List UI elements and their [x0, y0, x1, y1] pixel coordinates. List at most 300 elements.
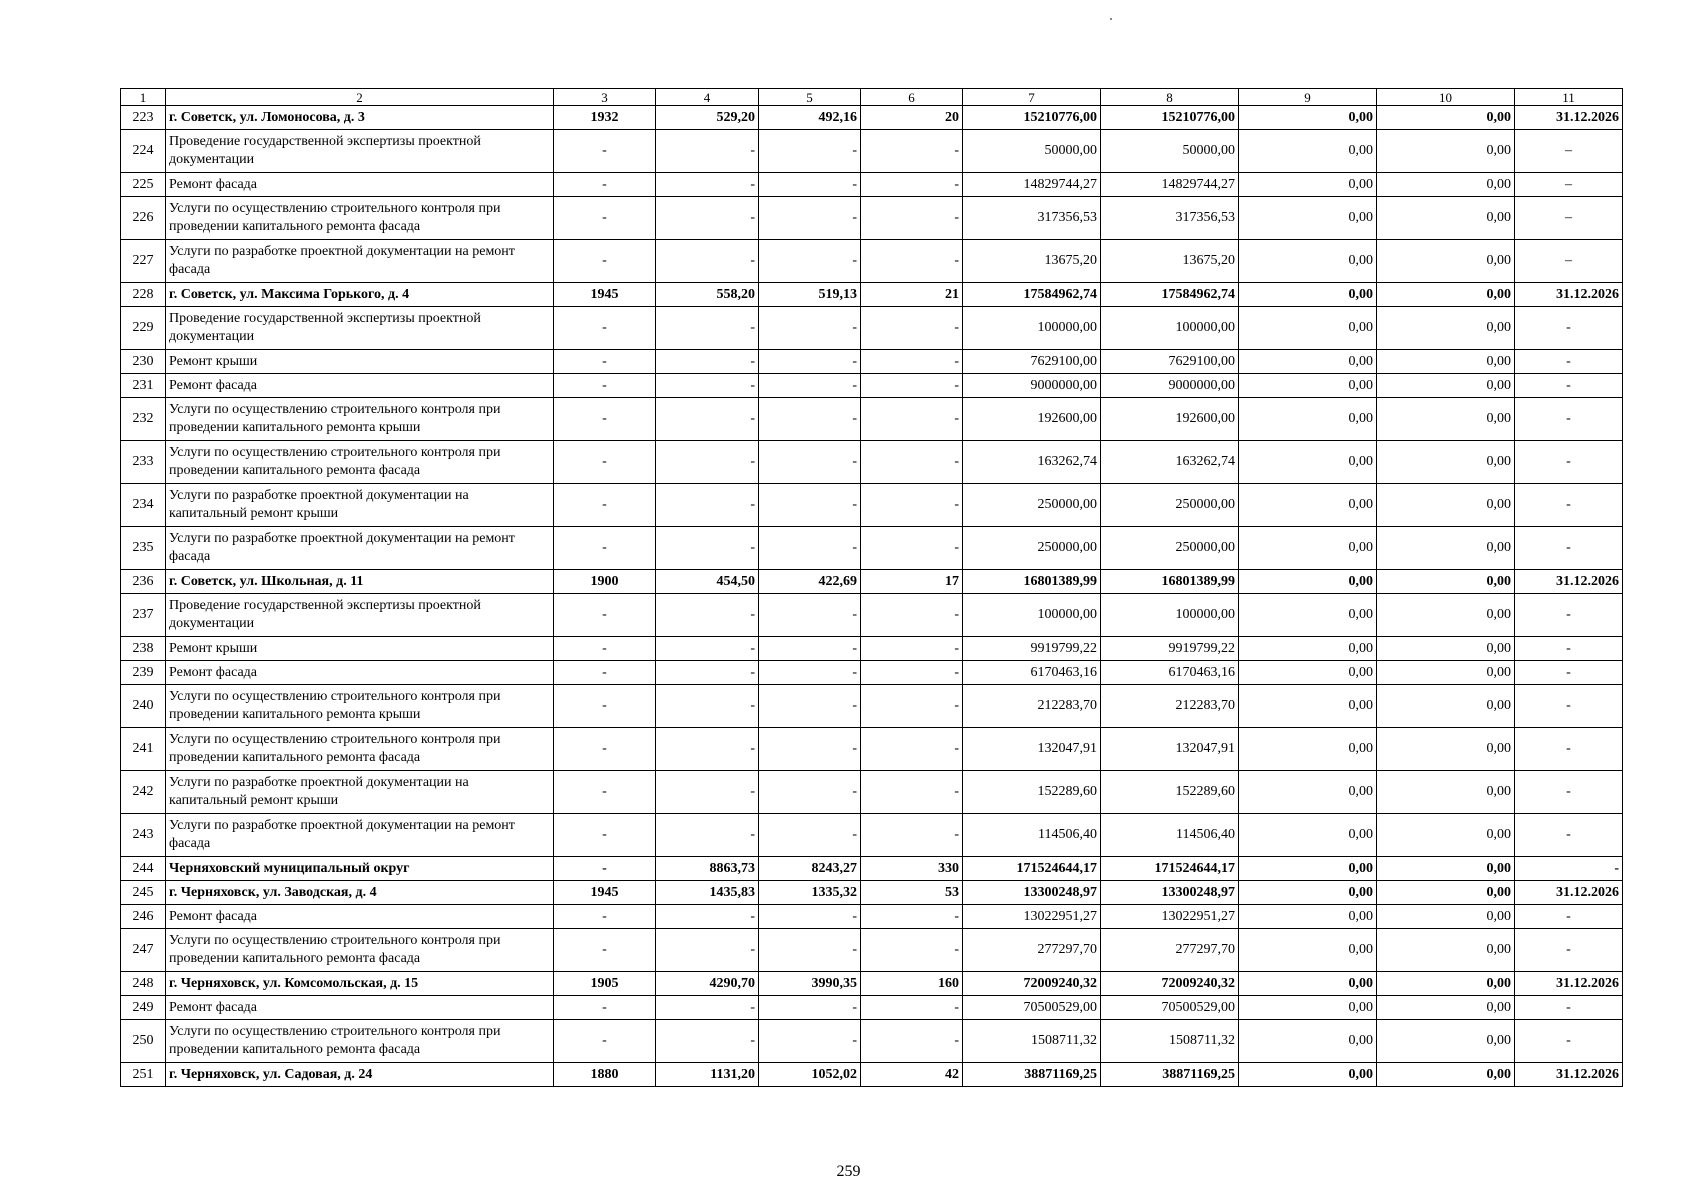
cell-c3: -	[554, 996, 656, 1020]
cell-c9: 0,00	[1239, 350, 1377, 374]
cell-c11: 31.12.2026	[1515, 106, 1623, 130]
cell-c6: -	[861, 905, 963, 929]
cell-c4: -	[656, 173, 759, 197]
cell-c11: 31.12.2026	[1515, 570, 1623, 594]
cell-c7: 250000,00	[963, 484, 1101, 527]
cell-c10: 0,00	[1377, 283, 1515, 307]
cell-c8: 7629100,00	[1101, 350, 1239, 374]
table-row	[121, 106, 1623, 130]
cell-c4: 1131,20	[656, 1063, 759, 1087]
cell-c6: 53	[861, 881, 963, 905]
cell-c9: 0,00	[1239, 594, 1377, 637]
cell-c4: -	[656, 771, 759, 814]
table-row	[121, 661, 1623, 685]
cell-c9: 0,00	[1239, 996, 1377, 1020]
cell-c10: 0,00	[1377, 929, 1515, 972]
cell-c11: 31.12.2026	[1515, 1063, 1623, 1087]
cell-c10: 0,00	[1377, 173, 1515, 197]
cell-n: 225	[121, 173, 166, 197]
cell-c10: 0,00	[1377, 881, 1515, 905]
cell-name: Черняховский муниципальный округ	[166, 857, 554, 881]
cell-c10: 0,00	[1377, 771, 1515, 814]
cell-c8: 38871169,25	[1101, 1063, 1239, 1087]
table-row	[121, 929, 1623, 972]
cell-name: Услуги по осуществлению строительного контроля при проведении капитального ремонта крыши	[166, 685, 554, 728]
table-row	[121, 685, 1623, 728]
cell-c10: 0,00	[1377, 594, 1515, 637]
table-row	[121, 374, 1623, 398]
cell-c4: 1435,83	[656, 881, 759, 905]
cell-c11: -	[1515, 685, 1623, 728]
cell-c7: 15210776,00	[963, 106, 1101, 130]
cell-c10: 0,00	[1377, 307, 1515, 350]
cell-n: 228	[121, 283, 166, 307]
cell-c5: -	[759, 685, 861, 728]
cell-c5: -	[759, 173, 861, 197]
cell-c10: 0,00	[1377, 996, 1515, 1020]
cell-c6: -	[861, 130, 963, 173]
cell-c10: 0,00	[1377, 1020, 1515, 1063]
cell-c5: -	[759, 240, 861, 283]
cell-c10: 0,00	[1377, 240, 1515, 283]
cell-c3: -	[554, 594, 656, 637]
cell-n: 229	[121, 307, 166, 350]
cell-c7: 7629100,00	[963, 350, 1101, 374]
cell-c5: -	[759, 996, 861, 1020]
cell-c4: -	[656, 905, 759, 929]
cell-c7: 114506,40	[963, 814, 1101, 857]
cell-c5: -	[759, 814, 861, 857]
column-header: 2	[166, 89, 554, 106]
cell-n: 248	[121, 972, 166, 996]
cell-c6: -	[861, 1020, 963, 1063]
table-row	[121, 570, 1623, 594]
cell-c4: -	[656, 661, 759, 685]
cell-c11: -	[1515, 814, 1623, 857]
cell-c4: 529,20	[656, 106, 759, 130]
cell-c5: -	[759, 130, 861, 173]
cell-name: Услуги по осуществлению строительного контроля при проведении капитального ремонта фасада	[166, 441, 554, 484]
cell-c9: 0,00	[1239, 814, 1377, 857]
cell-c11: -	[1515, 374, 1623, 398]
cell-c7: 14829744,27	[963, 173, 1101, 197]
cell-c6: -	[861, 484, 963, 527]
table-row	[121, 350, 1623, 374]
cell-c9: 0,00	[1239, 173, 1377, 197]
cell-c3: 1905	[554, 972, 656, 996]
cell-n: 236	[121, 570, 166, 594]
cell-c11: 31.12.2026	[1515, 881, 1623, 905]
table-row	[121, 905, 1623, 929]
cell-c10: 0,00	[1377, 441, 1515, 484]
table-row	[121, 173, 1623, 197]
cell-c9: 0,00	[1239, 283, 1377, 307]
cell-c3: -	[554, 685, 656, 728]
cell-c10: 0,00	[1377, 106, 1515, 130]
cell-c5: -	[759, 484, 861, 527]
cell-c11: -	[1515, 527, 1623, 570]
cell-c4: -	[656, 374, 759, 398]
scan-speck	[1110, 18, 1112, 20]
table-row	[121, 881, 1623, 905]
cell-c8: 14829744,27	[1101, 173, 1239, 197]
cell-c7: 13022951,27	[963, 905, 1101, 929]
cell-c11: –	[1515, 130, 1623, 173]
cell-name: Ремонт фасада	[166, 905, 554, 929]
cell-c11: –	[1515, 240, 1623, 283]
cell-c5: -	[759, 398, 861, 441]
column-header: 3	[554, 89, 656, 106]
cell-c7: 13300248,97	[963, 881, 1101, 905]
cell-c11: -	[1515, 857, 1623, 881]
cell-c4: -	[656, 594, 759, 637]
cell-n: 234	[121, 484, 166, 527]
cell-c8: 15210776,00	[1101, 106, 1239, 130]
cell-n: 247	[121, 929, 166, 972]
cell-c3: -	[554, 350, 656, 374]
cell-c5: -	[759, 527, 861, 570]
cell-c10: 0,00	[1377, 398, 1515, 441]
cell-name: Услуги по разработке проектной документации на капитальный ремонт крыши	[166, 484, 554, 527]
cell-c5: -	[759, 307, 861, 350]
cell-c8: 163262,74	[1101, 441, 1239, 484]
cell-c6: 17	[861, 570, 963, 594]
cell-c3: -	[554, 728, 656, 771]
column-number-row	[121, 89, 1623, 106]
cell-c11: -	[1515, 905, 1623, 929]
cell-c3: -	[554, 398, 656, 441]
cell-c7: 132047,91	[963, 728, 1101, 771]
cell-c5: 1335,32	[759, 881, 861, 905]
cell-c11: -	[1515, 307, 1623, 350]
cell-c6: 21	[861, 283, 963, 307]
table-row	[121, 484, 1623, 527]
cell-c11: -	[1515, 398, 1623, 441]
cell-name: Услуги по осуществлению строительного контроля при проведении капитального ремонта фасада	[166, 929, 554, 972]
table-body	[121, 106, 1623, 1087]
cell-c5: -	[759, 771, 861, 814]
cell-c6: -	[861, 661, 963, 685]
cell-c11: 31.12.2026	[1515, 972, 1623, 996]
cell-n: 223	[121, 106, 166, 130]
cell-c3: -	[554, 905, 656, 929]
column-header: 5	[759, 89, 861, 106]
table-row	[121, 1063, 1623, 1087]
cell-c4: 558,20	[656, 283, 759, 307]
cell-c5: -	[759, 197, 861, 240]
cell-c3: -	[554, 637, 656, 661]
cell-c8: 16801389,99	[1101, 570, 1239, 594]
cell-n: 246	[121, 905, 166, 929]
cell-c6: -	[861, 594, 963, 637]
column-header: 11	[1515, 89, 1623, 106]
cell-c3: -	[554, 857, 656, 881]
cell-n: 249	[121, 996, 166, 1020]
cell-name: г. Советск, ул. Школьная, д. 11	[166, 570, 554, 594]
cell-c10: 0,00	[1377, 1063, 1515, 1087]
cell-c4: 4290,70	[656, 972, 759, 996]
table-row	[121, 307, 1623, 350]
cell-c8: 212283,70	[1101, 685, 1239, 728]
column-header: 8	[1101, 89, 1239, 106]
cell-c4: -	[656, 527, 759, 570]
cell-c5: -	[759, 594, 861, 637]
table-row	[121, 441, 1623, 484]
cell-c11: -	[1515, 771, 1623, 814]
table-row	[121, 771, 1623, 814]
cell-c10: 0,00	[1377, 814, 1515, 857]
cell-c4: -	[656, 130, 759, 173]
cell-c5: -	[759, 350, 861, 374]
cell-c4: -	[656, 637, 759, 661]
cell-c3: 1900	[554, 570, 656, 594]
cell-n: 238	[121, 637, 166, 661]
cell-c10: 0,00	[1377, 637, 1515, 661]
cell-c8: 100000,00	[1101, 594, 1239, 637]
cell-c9: 0,00	[1239, 685, 1377, 728]
cell-n: 243	[121, 814, 166, 857]
cell-c8: 13022951,27	[1101, 905, 1239, 929]
cell-c8: 250000,00	[1101, 527, 1239, 570]
cell-c9: 0,00	[1239, 972, 1377, 996]
cell-n: 250	[121, 1020, 166, 1063]
cell-c11: -	[1515, 637, 1623, 661]
cell-c7: 277297,70	[963, 929, 1101, 972]
cell-c6: -	[861, 637, 963, 661]
cell-name: Проведение государственной экспертизы проектной документации	[166, 594, 554, 637]
cell-c3: -	[554, 374, 656, 398]
cell-c5: -	[759, 637, 861, 661]
cell-c9: 0,00	[1239, 570, 1377, 594]
cell-c4: 454,50	[656, 570, 759, 594]
cell-c4: -	[656, 398, 759, 441]
cell-c4: -	[656, 307, 759, 350]
cell-c4: -	[656, 484, 759, 527]
cell-c8: 13675,20	[1101, 240, 1239, 283]
page-number: 259	[836, 1163, 861, 1180]
cell-name: Услуги по разработке проектной документации на ремонт фасада	[166, 527, 554, 570]
cell-n: 235	[121, 527, 166, 570]
cell-c9: 0,00	[1239, 881, 1377, 905]
cell-c6: -	[861, 728, 963, 771]
cell-c9: 0,00	[1239, 728, 1377, 771]
cell-c5: -	[759, 441, 861, 484]
cell-c8: 1508711,32	[1101, 1020, 1239, 1063]
column-header: 1	[121, 89, 166, 106]
cell-n: 231	[121, 374, 166, 398]
cell-c11: -	[1515, 350, 1623, 374]
cell-c7: 100000,00	[963, 594, 1101, 637]
table-row	[121, 637, 1623, 661]
cell-c8: 171524644,17	[1101, 857, 1239, 881]
cell-c5: -	[759, 728, 861, 771]
cell-c4: -	[656, 350, 759, 374]
column-header: 6	[861, 89, 963, 106]
cell-c10: 0,00	[1377, 728, 1515, 771]
cell-c3: -	[554, 130, 656, 173]
cell-c10: 0,00	[1377, 130, 1515, 173]
cell-c5: 422,69	[759, 570, 861, 594]
cell-c3: -	[554, 814, 656, 857]
cell-n: 233	[121, 441, 166, 484]
cell-c6: -	[861, 441, 963, 484]
cell-c10: 0,00	[1377, 685, 1515, 728]
table-row	[121, 130, 1623, 173]
cell-c7: 6170463,16	[963, 661, 1101, 685]
cell-c7: 9000000,00	[963, 374, 1101, 398]
cell-c7: 212283,70	[963, 685, 1101, 728]
cell-n: 226	[121, 197, 166, 240]
table-row	[121, 527, 1623, 570]
cell-name: Услуги по разработке проектной документации на капитальный ремонт крыши	[166, 771, 554, 814]
cell-c9: 0,00	[1239, 484, 1377, 527]
cell-c4: -	[656, 197, 759, 240]
column-header: 9	[1239, 89, 1377, 106]
cell-c8: 192600,00	[1101, 398, 1239, 441]
cell-c9: 0,00	[1239, 240, 1377, 283]
cell-name: Ремонт фасада	[166, 996, 554, 1020]
table-row	[121, 197, 1623, 240]
cell-c6: -	[861, 685, 963, 728]
cell-c10: 0,00	[1377, 484, 1515, 527]
cell-c8: 9000000,00	[1101, 374, 1239, 398]
cell-c8: 132047,91	[1101, 728, 1239, 771]
table-row	[121, 996, 1623, 1020]
table-row	[121, 283, 1623, 307]
table-row	[121, 1020, 1623, 1063]
cell-n: 242	[121, 771, 166, 814]
cell-c7: 70500529,00	[963, 996, 1101, 1020]
cell-n: 227	[121, 240, 166, 283]
cell-c9: 0,00	[1239, 398, 1377, 441]
cell-name: Услуги по осуществлению строительного контроля при проведении капитального ремонта фасада	[166, 728, 554, 771]
cell-name: Ремонт фасада	[166, 661, 554, 685]
cell-c3: 1945	[554, 881, 656, 905]
cell-c11: –	[1515, 197, 1623, 240]
cell-c11: -	[1515, 1020, 1623, 1063]
cell-c11: -	[1515, 441, 1623, 484]
cell-c11: –	[1515, 173, 1623, 197]
cell-c3: -	[554, 240, 656, 283]
cell-c10: 0,00	[1377, 374, 1515, 398]
cell-c10: 0,00	[1377, 570, 1515, 594]
cell-c8: 17584962,74	[1101, 283, 1239, 307]
cell-c6: -	[861, 929, 963, 972]
cell-name: г. Советск, ул. Ломоносова, д. 3	[166, 106, 554, 130]
cell-c9: 0,00	[1239, 771, 1377, 814]
cell-n: 245	[121, 881, 166, 905]
cell-c10: 0,00	[1377, 661, 1515, 685]
cell-c9: 0,00	[1239, 197, 1377, 240]
cell-c5: 519,13	[759, 283, 861, 307]
cell-c9: 0,00	[1239, 527, 1377, 570]
cell-name: Услуги по осуществлению строительного контроля при проведении капитального ремонта крыши	[166, 398, 554, 441]
cell-c5: -	[759, 929, 861, 972]
cell-c9: 0,00	[1239, 637, 1377, 661]
cell-c7: 9919799,22	[963, 637, 1101, 661]
cell-c5: 3990,35	[759, 972, 861, 996]
cell-c11: -	[1515, 929, 1623, 972]
table-row	[121, 398, 1623, 441]
cell-c7: 72009240,32	[963, 972, 1101, 996]
cell-c10: 0,00	[1377, 857, 1515, 881]
cell-c8: 114506,40	[1101, 814, 1239, 857]
cell-c6: -	[861, 771, 963, 814]
column-header: 10	[1377, 89, 1515, 106]
cell-c9: 0,00	[1239, 1020, 1377, 1063]
cell-n: 240	[121, 685, 166, 728]
cell-c9: 0,00	[1239, 130, 1377, 173]
cell-c4: -	[656, 441, 759, 484]
column-header: 7	[963, 89, 1101, 106]
cell-n: 230	[121, 350, 166, 374]
cell-c4: -	[656, 1020, 759, 1063]
cell-c3: -	[554, 661, 656, 685]
cell-c10: 0,00	[1377, 972, 1515, 996]
cell-c5: -	[759, 905, 861, 929]
cell-c9: 0,00	[1239, 441, 1377, 484]
cell-c6: 330	[861, 857, 963, 881]
cell-name: Проведение государственной экспертизы проектной документации	[166, 130, 554, 173]
cell-c8: 317356,53	[1101, 197, 1239, 240]
cell-c6: -	[861, 527, 963, 570]
cell-c4: -	[656, 929, 759, 972]
cell-c3: -	[554, 771, 656, 814]
cell-name: Ремонт крыши	[166, 350, 554, 374]
cell-name: Проведение государственной экспертизы проектной документации	[166, 307, 554, 350]
cell-c3: 1945	[554, 283, 656, 307]
cell-c5: 1052,02	[759, 1063, 861, 1087]
cell-name: Ремонт фасада	[166, 173, 554, 197]
cell-c10: 0,00	[1377, 527, 1515, 570]
cell-n: 237	[121, 594, 166, 637]
cell-c8: 152289,60	[1101, 771, 1239, 814]
cell-c8: 100000,00	[1101, 307, 1239, 350]
cell-c8: 250000,00	[1101, 484, 1239, 527]
cell-c9: 0,00	[1239, 106, 1377, 130]
table-row	[121, 594, 1623, 637]
cell-c3: -	[554, 441, 656, 484]
cell-c6: -	[861, 374, 963, 398]
cell-c5: 8243,27	[759, 857, 861, 881]
cell-c7: 250000,00	[963, 527, 1101, 570]
cell-c10: 0,00	[1377, 197, 1515, 240]
table-row	[121, 240, 1623, 283]
cell-c3: -	[554, 307, 656, 350]
cell-c7: 38871169,25	[963, 1063, 1101, 1087]
cell-c4: -	[656, 996, 759, 1020]
cell-c3: -	[554, 197, 656, 240]
cell-c11: -	[1515, 594, 1623, 637]
cell-name: г. Черняховск, ул. Комсомольская, д. 15	[166, 972, 554, 996]
column-header: 4	[656, 89, 759, 106]
cell-c7: 50000,00	[963, 130, 1101, 173]
cell-c7: 13675,20	[963, 240, 1101, 283]
cell-c8: 277297,70	[1101, 929, 1239, 972]
cell-c9: 0,00	[1239, 905, 1377, 929]
cell-c9: 0,00	[1239, 374, 1377, 398]
cell-c6: -	[861, 173, 963, 197]
cell-c11: -	[1515, 484, 1623, 527]
cell-c6: 160	[861, 972, 963, 996]
cell-c11: -	[1515, 728, 1623, 771]
cell-c7: 16801389,99	[963, 570, 1101, 594]
cell-c10: 0,00	[1377, 905, 1515, 929]
cell-c11: -	[1515, 996, 1623, 1020]
cell-c8: 13300248,97	[1101, 881, 1239, 905]
cell-name: г. Черняховск, ул. Заводская, д. 4	[166, 881, 554, 905]
cell-c5: -	[759, 374, 861, 398]
